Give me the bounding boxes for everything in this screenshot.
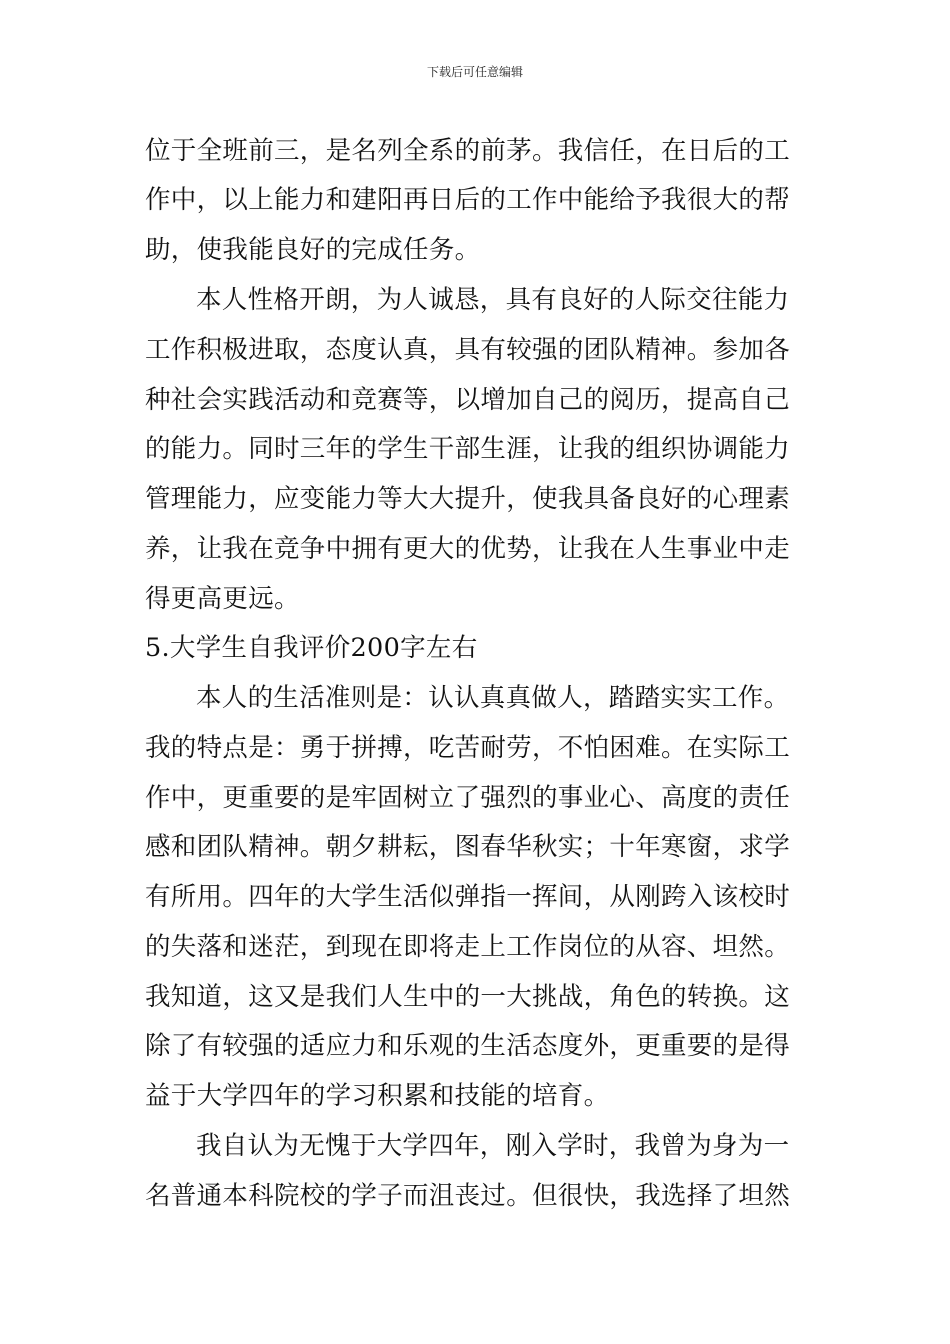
text-line: 工作积极进取，态度认真，具有较强的团队精神。参加各 <box>145 335 791 365</box>
text-line: 助，使我能良好的完成任务。 <box>145 235 481 265</box>
text-line: 我的特点是：勇于拼搏，吃苦耐劳，不怕困难。在实际工 <box>145 733 791 763</box>
section-heading: 5.大学生自我评价200字左右 <box>145 633 478 663</box>
text-line: 益于大学四年的学习积累和技能的培育。 <box>145 1081 610 1111</box>
text-line: 位于全班前三，是名列全系的前茅。我信任，在日后的工 <box>145 136 791 166</box>
text-line: 种社会实践活动和竞赛等，以增加自己的阅历，提高自己 <box>145 385 791 415</box>
page-header: 下载后可任意编辑 <box>426 65 523 79</box>
text-line: 名普通本科院校的学子而沮丧过。但很快，我选择了坦然 <box>145 1181 791 1211</box>
text-line: 我知道，这又是我们人生中的一大挑战，角色的转换。这 <box>145 982 791 1012</box>
paragraph-first-line: 我自认为无愧于大学四年，刚入学时，我曾为身为一 <box>196 1131 790 1161</box>
paragraph-first-line: 本人性格开朗，为人诚恳，具有良好的人际交往能力 <box>196 285 790 315</box>
text-line: 养，让我在竞争中拥有更大的优势，让我在人生事业中走 <box>145 534 791 564</box>
text-line: 得更高更远。 <box>145 584 300 614</box>
text-line: 有所用。四年的大学生活似弹指一挥间，从刚跨入该校时 <box>145 882 791 912</box>
paragraph-first-line: 本人的生活准则是：认认真真做人，踏踏实实工作。 <box>196 683 790 713</box>
text-line: 管理能力，应变能力等大大提升，使我具备良好的心理素 <box>145 484 791 514</box>
text-line: 除了有较强的适应力和乐观的生活态度外，更重要的是得 <box>145 1031 791 1061</box>
text-line: 感和团队精神。朝夕耕耘，图春华秋实；十年寒窗，求学 <box>145 832 791 862</box>
text-line: 的能力。同时三年的学生干部生涯，让我的组织协调能力 <box>145 434 791 464</box>
text-line: 的失落和迷茫，到现在即将走上工作岗位的从容、坦然。 <box>145 932 791 962</box>
text-line: 作中，更重要的是牢固树立了强烈的事业心、高度的责任 <box>145 783 791 813</box>
text-line: 作中，以上能力和建阳再日后的工作中能给予我很大的帮 <box>145 185 791 215</box>
